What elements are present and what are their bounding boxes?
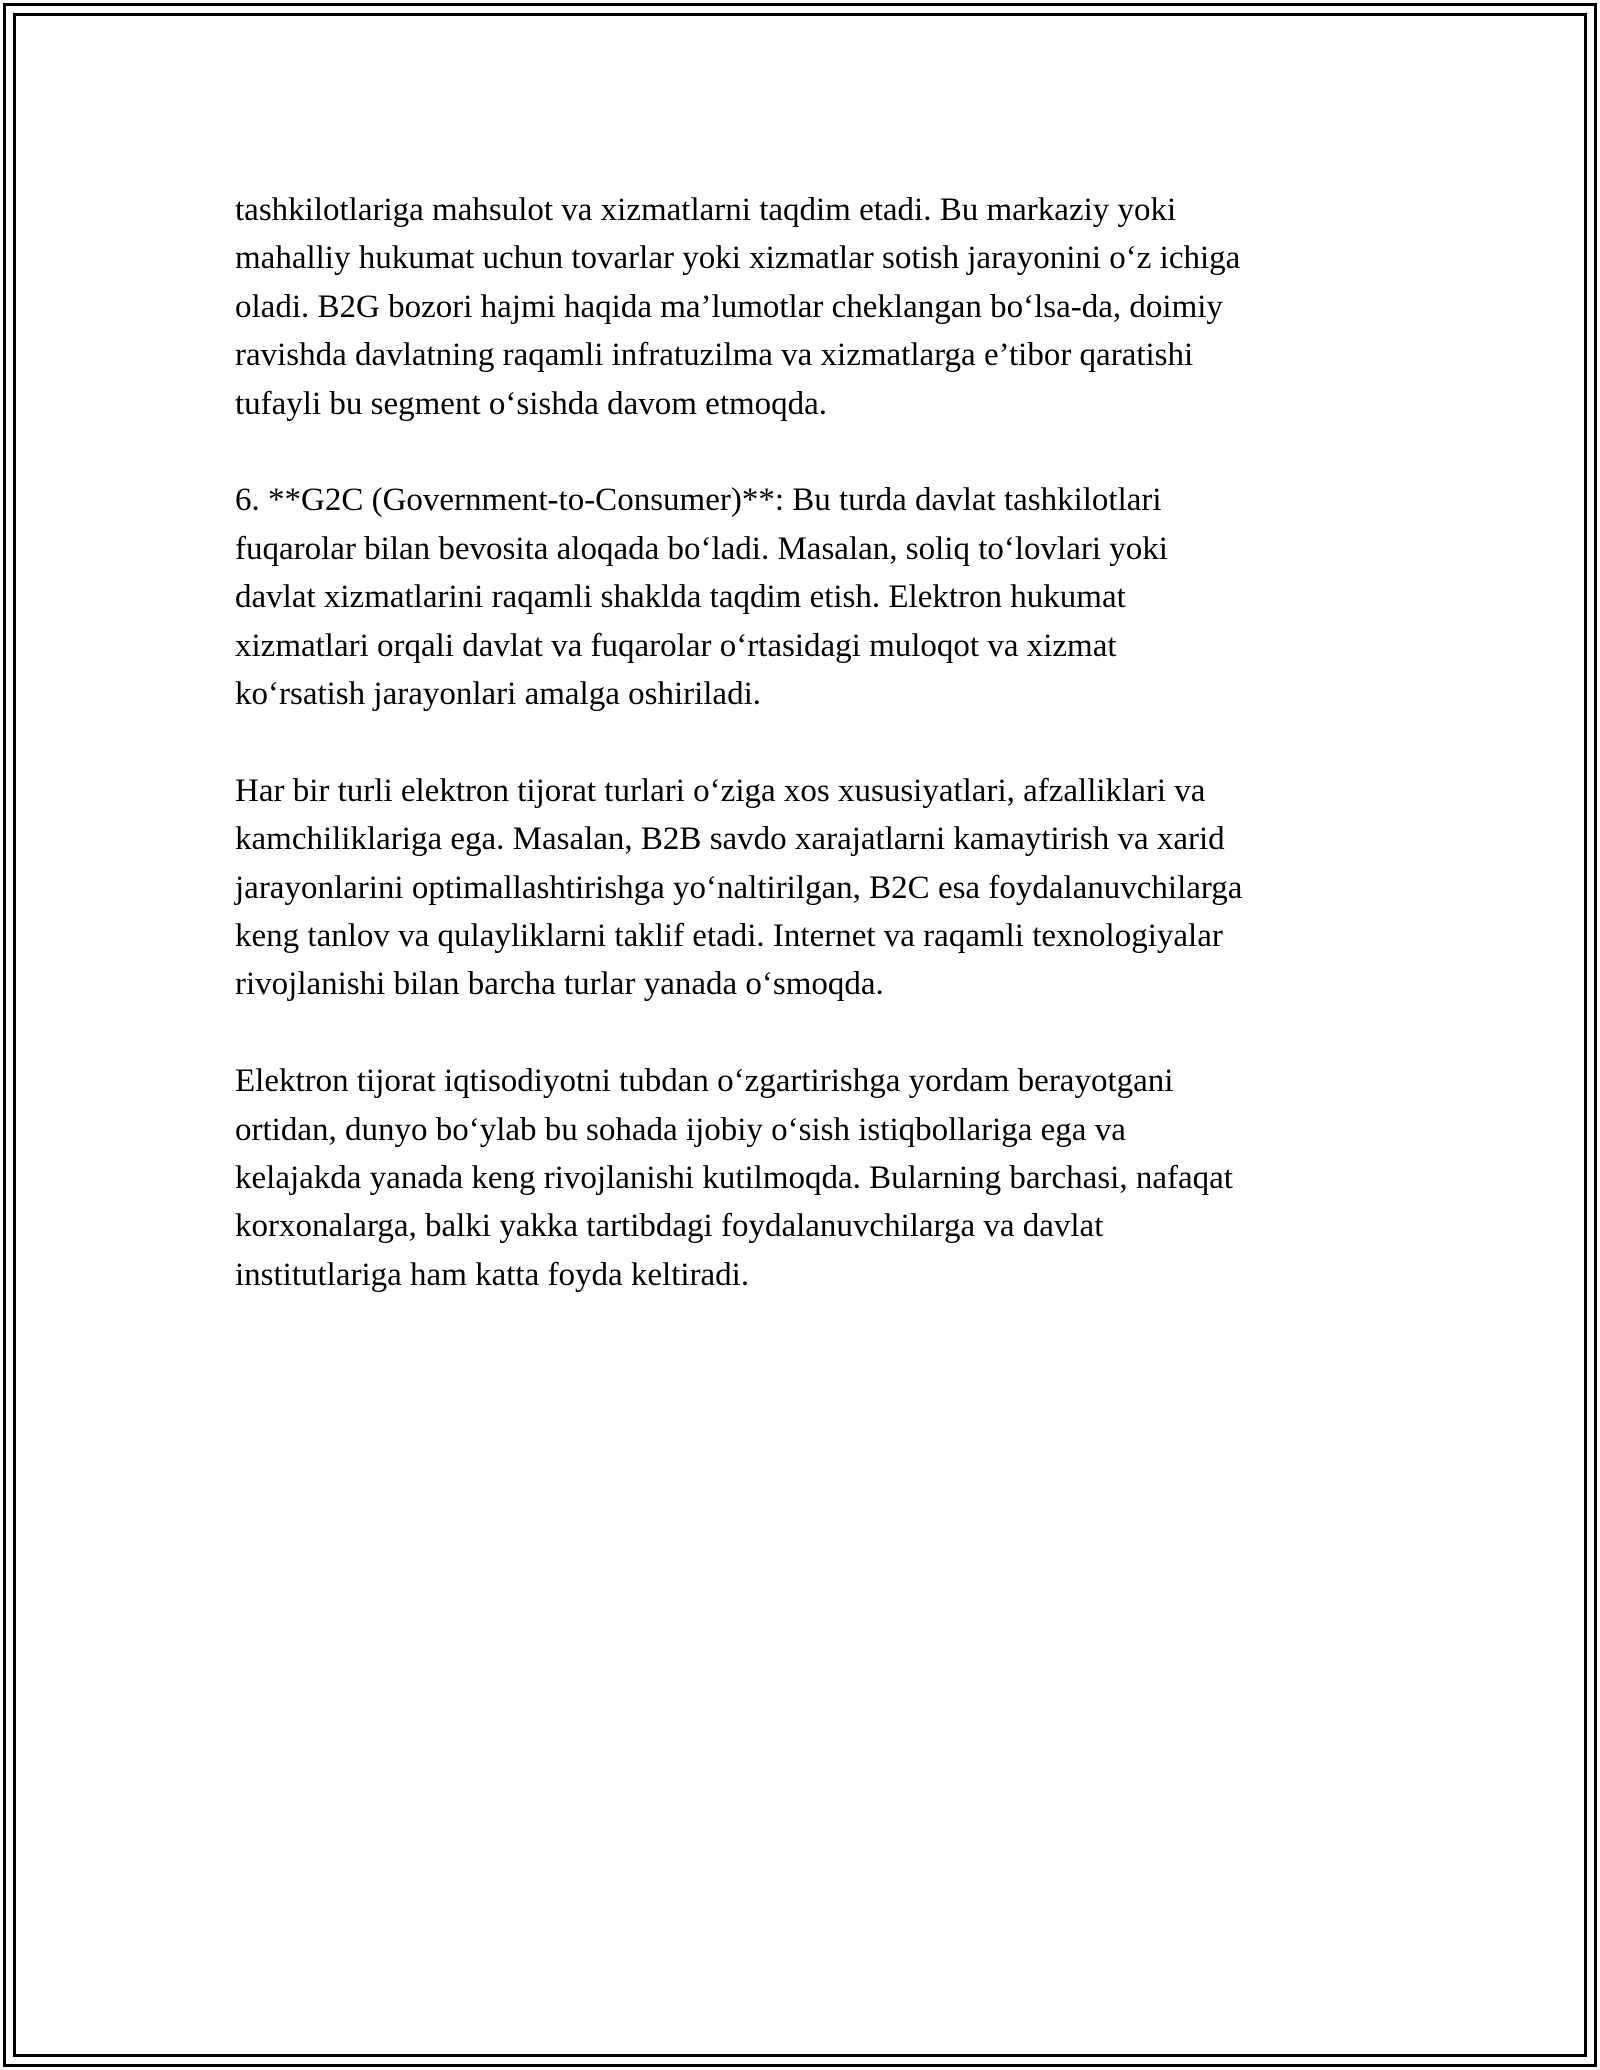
paragraph-conclusion: Elektron tijorat iqtisodiyotni tubdan o‘zgartirishga yordam berayotgani ortidan, dunyo bo‘ylab bu sohada ijobiy o‘sish istiqbollariga ega va kelajakda yanada keng rivojlanishi kutilmoqda. Bularning barchasi, nafaqat korxonalarga, balki yakka tartibdagi foydalanuvchilarga va davlat institutlariga ham katta foyda keltiradi.	[235, 1063, 1233, 1293]
paragraph-g2c: 6. **G2C (Government-to-Consumer)**: Bu turda davlat tashkilotlari fuqarolar bilan bevosita aloqada bo‘ladi. Masalan, soliq to‘lovlari yoki davlat xizmatlarini raqamli shaklda taqdim etish. Elektron hukumat xizmatlari orqali davlat va fuqarolar o‘rtasidagi muloqot va xizmat ko‘rsatish jarayonlari amalga oshiriladi.	[235, 482, 1168, 713]
paragraph-b2g-continuation: tashkilotlariga mahsulot va xizmatlarni taqdim etadi. Bu markaziy yoki mahalliy hukumat uchun tovarlar yoki xizmatlar sotish jarayonini o‘z ichiga oladi. B2G bozori hajmi haqida ma’lumotlar cheklangan bo‘lsa-da, doimiy ravishda davlatning raqamli infratuzilma va xizmatlarga e’tibor qaratishi tufayli bu segment o‘sishda davom etmoqda.	[235, 192, 1241, 422]
document-body	[235, 186, 1365, 1348]
paragraph-ecommerce-types-summary: Har bir turli elektron tijorat turlari o‘ziga xos xususiyatlari, afzalliklari va kamchiliklariga ega. Masalan, B2B savdo xarajatlarni kamaytirish va xarid jarayonlarini optimallashtirishga yo‘naltirilgan, B2C esa foydalanuvchilarga keng tanlov va qulayliklarni taklif etadi. Internet va raqamli texnologiyalar rivojlanishi bilan barcha turlar yanada o‘smoqda.	[235, 772, 1243, 1003]
